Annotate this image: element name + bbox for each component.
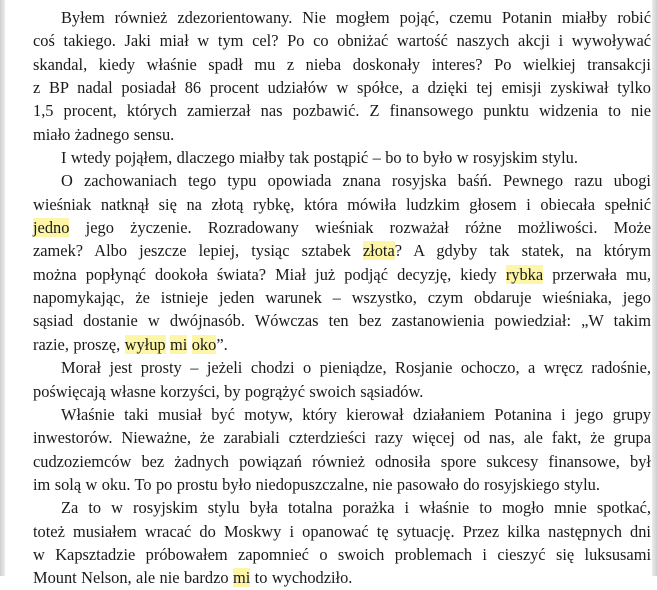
text-segment: poświęcają własne korzyści, by pogrążyć swoich sąsiadów. [33, 381, 424, 401]
highlighted-word: wyłup [124, 334, 166, 354]
text-line [33, 29, 651, 52]
text-segment: im solą w oku. To po prostu było niedopuszczalne, nie pasowało do rosyjskiego stylu. [33, 474, 600, 494]
highlighted-word: mi [232, 568, 251, 588]
highlighted-word: jedno [33, 218, 70, 238]
text-segment: toteż musiałem wracać do Moskwy i opanować tę sytuację. Przez kilka następnych dni [33, 521, 651, 541]
text-segment: napomykając, że istnieje jeden warunek – wszystko, czym obdaruje wieśniaka, jego [33, 288, 651, 308]
text-line [33, 6, 651, 29]
paragraph [33, 403, 651, 496]
text-line [33, 403, 651, 426]
text-line [33, 333, 651, 356]
text-line [33, 146, 651, 169]
text-segment: Za to w rosyjskim stylu była totalna porażka i właśnie to mogło mnie spotkać, [61, 498, 651, 518]
text-segment: wieśniak natknął się na złotą rybkę, która mówiła ludzkim głosem i obiecała spełnić [33, 194, 651, 214]
text-segment: skandal, kiedy właśnie spadł mu z nieba doskonały interes? Po wielkiej transakcji [33, 54, 651, 74]
text-line [33, 496, 651, 519]
text-segment: ”. [216, 334, 228, 354]
text-segment: razie, proszę, [33, 334, 125, 354]
text-segment: przerwała mu, [543, 264, 651, 284]
text-line [33, 76, 651, 99]
text-line [33, 286, 651, 309]
text-line [33, 123, 651, 146]
text-line [33, 263, 651, 286]
text-line [33, 473, 651, 496]
text-segment: ? A gdyby tak statek, na którym [394, 241, 651, 261]
document-page [33, 6, 651, 590]
text-line [33, 309, 651, 332]
text-segment: Właśnie taki musiał być motyw, który kierował działaniem Potanina i jego grupy [61, 404, 651, 424]
paragraph [33, 146, 651, 169]
text-segment: można popłynąć dookoła świata? Miał już podjąć decyzję, kiedy [33, 264, 506, 284]
text-segment: 1,5 procent, których zamierzał nas pozbawić. Z finansowego punktu widzenia to nie [33, 101, 651, 121]
text-segment: miało żadnego sensu. [33, 124, 175, 144]
text-segment: w Kapsztadzie próbowałem zapomnieć o swoich problemach i cieszyć się luksusami [33, 544, 651, 564]
text-segment: Morał jest prosty – jeżeli chodzi o pieniądze, Rosjanie ochoczo, a wręcz radośnie, [61, 358, 651, 378]
text-line [33, 543, 651, 566]
paragraph [33, 356, 651, 403]
right-border [652, 0, 657, 576]
text-line [33, 356, 651, 379]
text-segment: jego życzenie. Rozradowany wieśniak rozważał różne możliwości. Może [69, 218, 651, 238]
left-border [0, 0, 5, 576]
text-segment: O zachowaniach tego typu opowiada znana rosyjska baśń. Pewnego razu ubogi [61, 171, 651, 191]
highlighted-word: złota [362, 241, 395, 261]
text-line [33, 450, 651, 473]
text-line [33, 566, 651, 589]
paragraph [33, 6, 651, 146]
text-line [33, 53, 651, 76]
text-segment: I wtedy pojąłem, dlaczego miałby tak postąpić – bo to było w rosyjskim stylu. [61, 148, 578, 168]
text-line [33, 193, 651, 216]
text-segment: Mount Nelson, ale nie bardzo [33, 568, 233, 588]
text-segment: cudzoziemców bez żadnych powiązań również odnosiła spore sukcesy finansowe, był [33, 451, 651, 471]
text-line [33, 216, 651, 239]
text-line [33, 99, 651, 122]
text-line [33, 169, 651, 192]
text-segment: zamek? Albo jeszcze lepiej, tysiąc sztabek [33, 241, 363, 261]
text-line [33, 380, 651, 403]
text-segment: z BP nadal posiadał 86 procent udziałów w spółce, a dzięki tej emisji zyskiwał tylko [33, 78, 651, 98]
paragraph [33, 169, 651, 356]
text-line [33, 239, 651, 262]
text-segment: sąsiad dostanie w dwójnasób. Wówczas ten bez zastanowienia powiedział: „W takim [33, 311, 651, 331]
text-segment: inwestorów. Nieważne, że zarabiali czterdzieści razy więcej od nas, ale fakt, że grupa [33, 428, 651, 448]
highlighted-word: oko [191, 334, 217, 354]
text-line [33, 426, 651, 449]
text-segment: to wychodziło. [250, 568, 353, 588]
text-line [33, 520, 651, 543]
highlighted-word: mi [170, 334, 188, 354]
highlighted-word: rybka [505, 264, 544, 284]
text-segment: coś takiego. Jaki miał w tym cel? Po co obniżać wartość naszych akcji i wywoływać [33, 31, 651, 51]
text-segment: Byłem również zdezorientowany. Nie mogłem pojąć, czemu Potanin miałby robić [61, 8, 651, 27]
